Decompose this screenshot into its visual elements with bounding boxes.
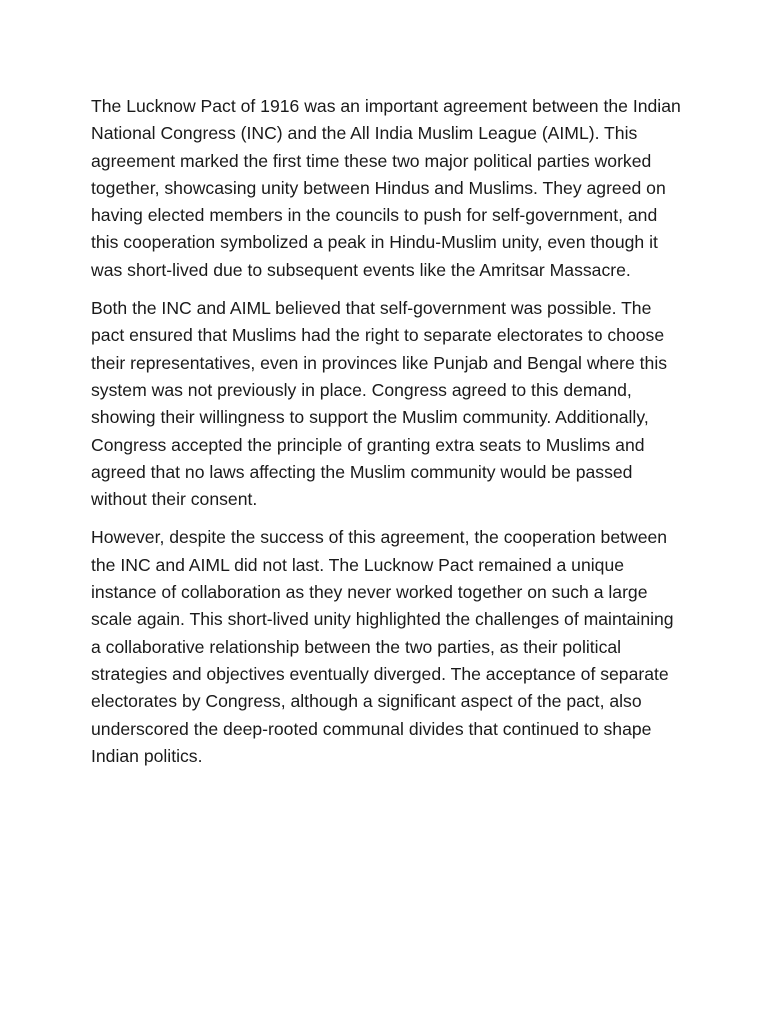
paragraph-3: However, despite the success of this agreement, the cooperation between the INC and AIML did not last. The Lucknow Pact remained a unique instance of collaboration as they never worked together on such a large scale again. This short-lived unity highlighted the challenges of maintaining a collaborative relationship between the two parties, as their political strategies and objectives eventually diverged. The acceptance of separate electorates by Congress, although a significant aspect of the pact, also underscored the deep-rooted communal divides that continued to shape Indian politics. <box>91 527 674 766</box>
document-body <box>91 93 683 781</box>
paragraph-1: The Lucknow Pact of 1916 was an important agreement between the Indian National Congress (INC) and the All India Muslim League (AIML). This agreement marked the first time these two major political parties worked together, showcasing unity between Hindus and Muslims. They agreed on having elected members in the councils to push for self-government, and this cooperation symbolized a peak in Hindu-Muslim unity, even though it was short-lived due to subsequent events like the Amritsar Massacre. <box>91 96 681 280</box>
paragraph-2: Both the INC and AIML believed that self-government was possible. The pact ensured that Muslims had the right to separate electorates to choose their representatives, even in provinces like Punjab and Bengal where this system was not previously in place. Congress agreed to this demand, showing their willingness to support the Muslim community. Additionally, Congress accepted the principle of granting extra seats to Muslims and agreed that no laws affecting the Muslim community would be passed without their consent. <box>91 298 668 510</box>
